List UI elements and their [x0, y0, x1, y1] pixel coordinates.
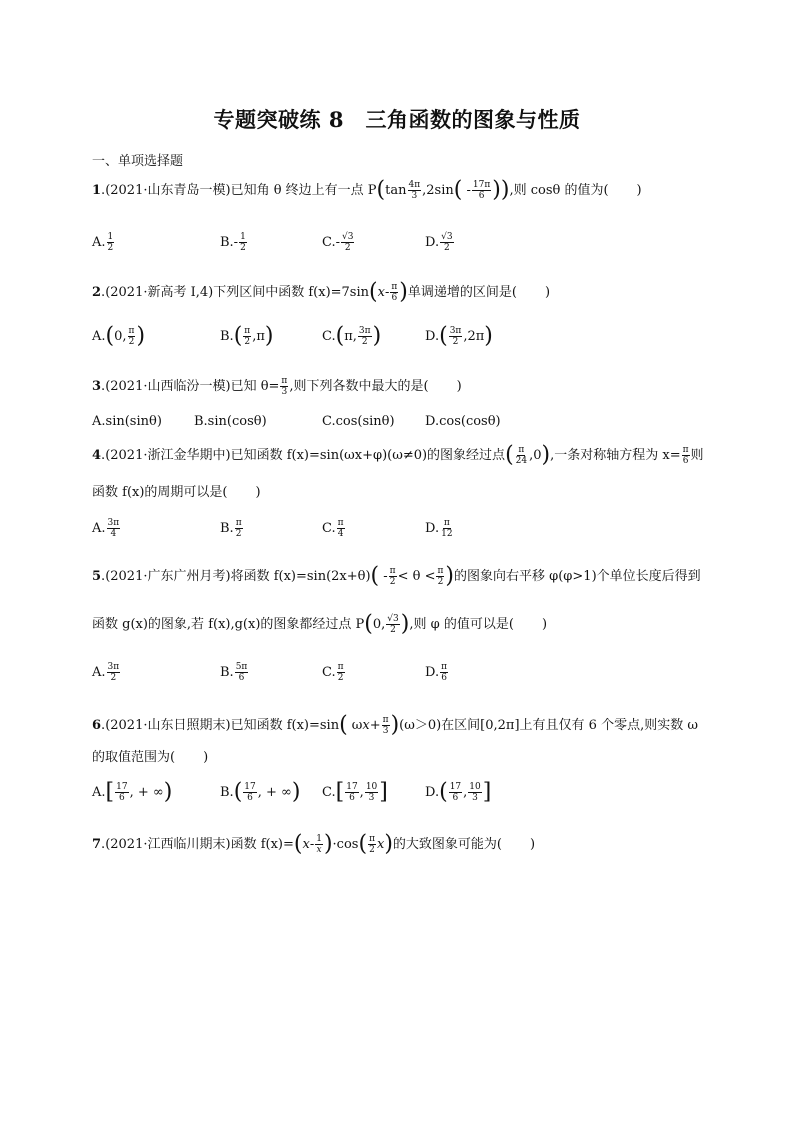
- option-c: C.(π, $\frac{3\pi}{2}$ ): [322, 323, 382, 349]
- option-label: D.: [425, 235, 440, 250]
- question-source: (2021·新高考 Ⅰ,4): [105, 285, 214, 300]
- question-7: 7.(2021·江西临川期末)函数 f(x)=(x- $\frac{1}{x}$ )·cos( $\frac{\pi}{2}$ x)的大致图象可能为( ): [92, 831, 536, 857]
- option-a: A. $\frac{3\pi}{4}$: [92, 518, 120, 539]
- question-number: 4: [92, 448, 102, 463]
- question-text-end: 则: [690, 448, 704, 463]
- answer-paren: ): [541, 617, 548, 632]
- question-text-cont: 单调递增的区间是(: [407, 285, 517, 300]
- question-1: 1.(2021·山东青岛一模)已知角 θ 终边上有一点 P(tan $\frac{4\pi}{3}$ ,2sin( - $\frac{17\pi}{6}$ )),则 cosθ 的值为( ): [92, 177, 642, 203]
- answer-paren: ): [456, 379, 462, 394]
- question-3: 3.(2021·山西临汾一模)已知 θ= $\frac{\pi}{3}$ ,则下列各数中最大的是( ): [92, 376, 462, 397]
- answer-paren: ): [255, 485, 261, 500]
- question-text: 将函数 f(x)=sin(2x+θ): [230, 569, 371, 584]
- question-number: 7: [92, 837, 102, 852]
- question-text-cont: 的大致图象可能为(: [392, 837, 502, 852]
- option-a: A.sin(sinθ): [92, 414, 162, 429]
- answer-paren: ): [530, 837, 536, 852]
- option-label: C.: [322, 521, 336, 536]
- answer-paren: ): [544, 285, 551, 300]
- option-a: A. $\frac{3\pi}{2}$: [92, 662, 120, 683]
- option-d: D. $\frac{\pi}{6}$: [425, 662, 448, 683]
- question-text-cont: ,则 cosθ 的值为(: [509, 183, 609, 198]
- option-label: C.: [322, 785, 336, 800]
- option-d: D. $\frac{√3}{2}$: [425, 232, 453, 253]
- option-label: C.: [322, 665, 336, 680]
- option-b: B. $\frac{\pi}{2}$: [220, 518, 242, 539]
- option-a: A.[ $\frac{17}{6}$ , + ∞): [92, 779, 173, 805]
- option-b: B.( $\frac{\pi}{2}$ ,π): [220, 323, 274, 349]
- option-b: B.( $\frac{17}{6}$ , + ∞): [220, 779, 301, 805]
- option-d: D. $\frac{\pi}{12}$: [425, 518, 453, 539]
- option-d: D.cos(cosθ): [425, 414, 501, 429]
- question-number: 1: [92, 183, 102, 198]
- option-d: D.( $\frac{3\pi}{2}$ ,2π): [425, 323, 493, 349]
- question-text-cont: 的图象向右平移 φ(φ>1)个单位长度后得到: [454, 569, 701, 584]
- option-label: B.-: [220, 235, 239, 250]
- question-source: (2021·山东青岛一模): [105, 183, 231, 198]
- section-heading: 一、单项选择题: [92, 154, 184, 169]
- question-4: 4.(2021·浙江金华期中)已知函数 f(x)=sin(ωx+φ)(ω≠0)的图象经过点( $\frac{\pi}{24}$ ,0),一条对称轴方程为 x= $\frac{\pi}{6}$ 则: [92, 442, 704, 468]
- option-label: B.: [220, 665, 234, 680]
- option-label: B.: [220, 329, 234, 344]
- option-c: C. $\frac{\pi}{4}$: [322, 518, 344, 539]
- question-text-line2: 函数 g(x)的图象,若 f(x),g(x)的图象都经过点 P: [92, 617, 365, 632]
- option-label: C.: [322, 329, 336, 344]
- question-4-line2: [92, 483, 261, 503]
- option-label: A.: [92, 785, 106, 800]
- option-label: A.: [92, 329, 106, 344]
- question-number: 6: [92, 718, 102, 733]
- question-6: 6.(2021·山东日照期末)已知函数 f(x)=sin( ωx+ $\frac{\pi}{3}$ )(ω＞0)在区间[0,2π]上有且仅有 6 个零点,则实数 ω: [92, 712, 698, 738]
- option-label: A.: [92, 235, 106, 250]
- question-text-line2: 的取值范围为(: [92, 750, 176, 765]
- question-text: 已知函数 f(x)=sin: [230, 718, 340, 733]
- option-label: D.: [425, 521, 440, 536]
- option-b: B.sin(cosθ): [194, 414, 267, 429]
- option-label: D.: [425, 785, 440, 800]
- option-label: D.: [425, 665, 440, 680]
- option-b: B. $\frac{5\pi}{6}$: [220, 662, 248, 683]
- question-number: 5: [92, 569, 102, 584]
- option-a: A.(0, $\frac{\pi}{2}$ ): [92, 323, 146, 349]
- option-label: B.: [220, 785, 234, 800]
- answer-paren: ): [203, 750, 209, 765]
- answer-paren: ): [636, 183, 642, 198]
- question-text-line2b: ,则 φ 的值可以是(: [409, 617, 514, 632]
- question-text: 下列区间中函数 f(x)=7sin: [213, 285, 370, 300]
- question-source: (2021·山东日照期末): [105, 718, 231, 733]
- question-source: (2021·广东广州月考): [105, 569, 231, 584]
- question-text-cont: ,一条对称轴方程为 x=: [550, 448, 681, 463]
- question-6-line2: [92, 748, 208, 768]
- question-text-cont: ,则下列各数中最大的是(: [289, 379, 429, 394]
- option-label: A.: [92, 665, 106, 680]
- option-c: C.- $\frac{√3}{2}$: [322, 232, 354, 253]
- option-label: B.: [220, 521, 234, 536]
- option-c: C.[ $\frac{17}{6}$ , $\frac{10}{3}$ ]: [322, 779, 388, 805]
- question-5: 5.(2021·广东广州月考)将函数 f(x)=sin(2x+θ)( - $\frac{\pi}{2}$ < θ < $\frac{\pi}{2}$ )的图象向右平移 φ(φ>1)个单位长度后得到: [92, 563, 701, 589]
- option-label: A.: [92, 521, 106, 536]
- question-number: 3: [92, 379, 102, 394]
- question-source: (2021·山西临汾一模): [105, 379, 231, 394]
- option-d: D.( $\frac{17}{6}$ , $\frac{10}{3}$ ]: [425, 779, 492, 805]
- question-source: (2021·浙江金华期中): [105, 448, 231, 463]
- option-c: C. $\frac{\pi}{2}$: [322, 662, 344, 683]
- question-text-line2: 函数 f(x)的周期可以是(: [92, 485, 228, 500]
- question-2: 2.(2021·新高考 Ⅰ,4)下列区间中函数 f(x)=7sin(x- $\frac{\pi}{6}$ )单调递增的区间是( ): [92, 279, 551, 305]
- question-text: 已知 θ=: [230, 379, 280, 394]
- question-source: (2021·江西临川期末): [105, 837, 231, 852]
- question-text: 已知函数 f(x)=sin(ωx+φ)(ω≠0)的图象经过点: [230, 448, 506, 463]
- option-label: D.: [425, 329, 440, 344]
- question-text: 已知角 θ 终边上有一点 P: [230, 183, 377, 198]
- question-number: 2: [92, 285, 102, 300]
- question-text-cont: (ω＞0)在区间[0,2π]上有且仅有 6 个零点,则实数 ω: [399, 718, 698, 733]
- option-b: B.- $\frac{1}{2}$: [220, 232, 246, 253]
- option-c: C.cos(sinθ): [322, 414, 395, 429]
- page-title: 专题突破练 8 三角函数的图象与性质: [213, 107, 581, 132]
- option-label: C.-: [322, 235, 341, 250]
- question-5-line2: 函数 g(x)的图象,若 f(x),g(x)的图象都经过点 P(0, $\frac{√3}{2}$ ),则 φ 的值可以是( ): [92, 611, 548, 637]
- question-text: 函数 f(x)=: [230, 837, 294, 852]
- option-a: A. $\frac{1}{2}$: [92, 232, 114, 253]
